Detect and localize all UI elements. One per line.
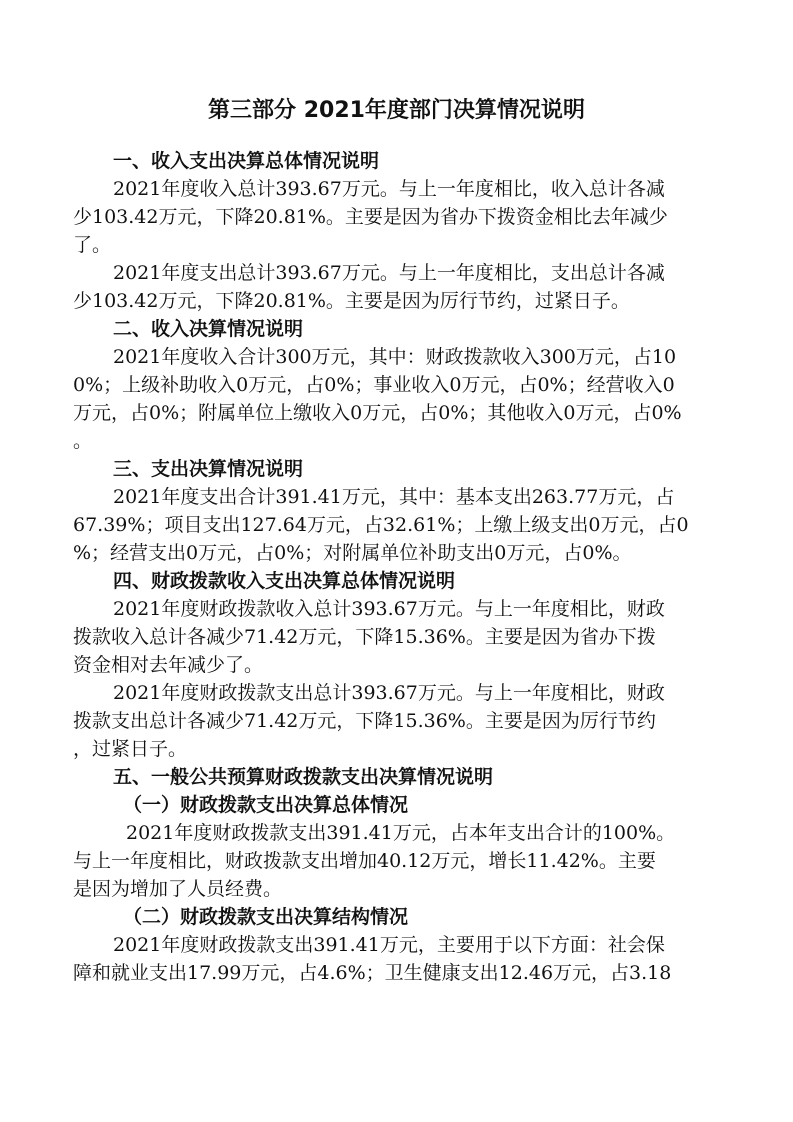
paragraph-line: 2021年度财政拨款支出总计393.67万元。与上一年度相比，财政 xyxy=(113,682,665,704)
page-title: 第三部分 2021年度部门决算情况说明 xyxy=(208,98,585,123)
paragraph-line: 万元，占0%；附属单位上缴收入0万元，占0%；其他收入0万元，占0% xyxy=(73,402,682,424)
paragraph-line: 2021年度收入总计393.67万元。与上一年度相比，收入总计各减 xyxy=(113,178,665,200)
paragraph-line: 2021年度财政拨款支出391.41万元，占本年支出合计的100%。 xyxy=(126,822,676,844)
paragraph-line: 障和就业支出17.99万元，占4.6%；卫生健康支出12.46万元，占3.18 xyxy=(73,962,672,984)
paragraph-line: ，过紧日子。 xyxy=(73,738,188,760)
paragraph-line: 与上一年度相比，财政拨款支出增加40.12万元，增长11.42%。主要 xyxy=(73,850,656,872)
subsection-heading-2: （二）财政拨款支出决算结构情况 xyxy=(123,906,409,928)
paragraph-line: 少103.42万元，下降20.81%。主要是因为厉行节约，过紧日子。 xyxy=(73,290,630,312)
section-heading-2: 二、收入决算情况说明 xyxy=(113,318,304,340)
paragraph-line: 拨款支出总计各减少71.42万元，下降15.36%。主要是因为厉行节约 xyxy=(73,710,656,732)
paragraph-line: 2021年度支出总计393.67万元。与上一年度相比，支出总计各减 xyxy=(113,262,665,284)
paragraph-line: 2021年度财政拨款支出391.41万元，主要用于以下方面：社会保 xyxy=(113,934,665,956)
paragraph-line: 少103.42万元，下降20.81%。主要是因为省办下拨资金相比去年减少 xyxy=(73,206,668,228)
paragraph-line: 拨款收入总计各减少71.42万元，下降15.36%。主要是因为省办下拨 xyxy=(73,626,656,648)
section-heading-3: 三、支出决算情况说明 xyxy=(113,458,304,480)
paragraph-line: %；经营支出0万元，占0%；对附属单位补助支出0万元，占0%。 xyxy=(73,542,632,564)
paragraph-line: 。 xyxy=(73,430,93,452)
paragraph-line: 2021年度财政拨款收入总计393.67万元。与上一年度相比，财政 xyxy=(113,598,665,620)
section-heading-4: 四、财政拨款收入支出决算总体情况说明 xyxy=(113,570,456,592)
paragraph-line: 2021年度支出合计391.41万元，其中：基本支出263.77万元，占 xyxy=(113,486,675,508)
paragraph-line: 了。 xyxy=(73,234,112,256)
paragraph-line: 67.39%；项目支出127.64万元，占32.61%；上缴上级支出0万元，占0 xyxy=(73,514,689,536)
section-heading-5: 五、一般公共预算财政拨款支出决算情况说明 xyxy=(113,766,494,788)
paragraph-line: 0%；上级补助收入0万元，占0%；事业收入0万元，占0%；经营收入0 xyxy=(73,374,675,396)
paragraph-line: 2021年度收入合计300万元，其中：财政拨款收入300万元，占10 xyxy=(113,346,677,368)
paragraph-line: 是因为增加了人员经费。 xyxy=(73,878,283,900)
section-heading-1: 一、收入支出决算总体情况说明 xyxy=(113,150,380,172)
subsection-heading-1: （一）财政拨款支出决算总体情况 xyxy=(123,794,409,816)
paragraph-line: 资金相对去年减少了。 xyxy=(73,654,264,676)
